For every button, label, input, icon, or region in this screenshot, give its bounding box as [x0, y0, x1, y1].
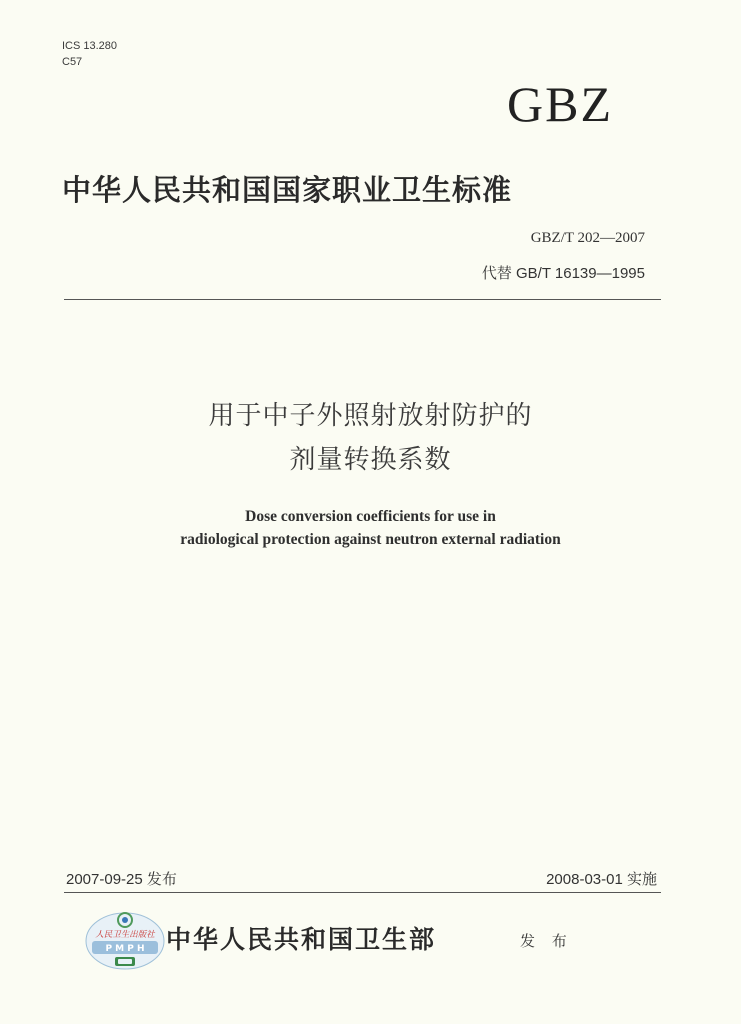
- standard-category-title: 中华人民共和国国家职业卫生标准: [62, 173, 513, 207]
- standard-number: GBZ/T 202—2007: [530, 230, 645, 246]
- publish-label: 发 布: [520, 932, 573, 950]
- gbz-logo: GBZ: [507, 76, 613, 132]
- publisher-seal-logo: [84, 910, 166, 972]
- title-cn-line2: 剂量转换系数: [289, 445, 452, 475]
- implementation-date: 2008-03-01 实施: [546, 871, 657, 888]
- replaces-standard: 代替 GB/T 16139—1995: [481, 265, 645, 282]
- top-divider: [64, 299, 661, 300]
- classification-codes: [62, 38, 117, 70]
- bottom-divider: [64, 892, 661, 893]
- title-en-line2: radiological protection against neutron external radiation: [180, 531, 561, 548]
- title-en-line1: Dose conversion coefficients for use in: [245, 508, 496, 525]
- issue-date: 2007-09-25 发布: [66, 871, 177, 888]
- logo-name-text: 人民卫生出版社: [95, 930, 155, 940]
- title-cn-line1: 用于中子外照射放射防护的: [208, 401, 533, 431]
- ccs-code: C57: [62, 56, 83, 68]
- ics-code: ICS 13.280: [62, 40, 118, 52]
- logo-pmph-text: P M P H: [105, 944, 145, 954]
- publisher-name: 中华人民共和国卫生部: [166, 925, 437, 954]
